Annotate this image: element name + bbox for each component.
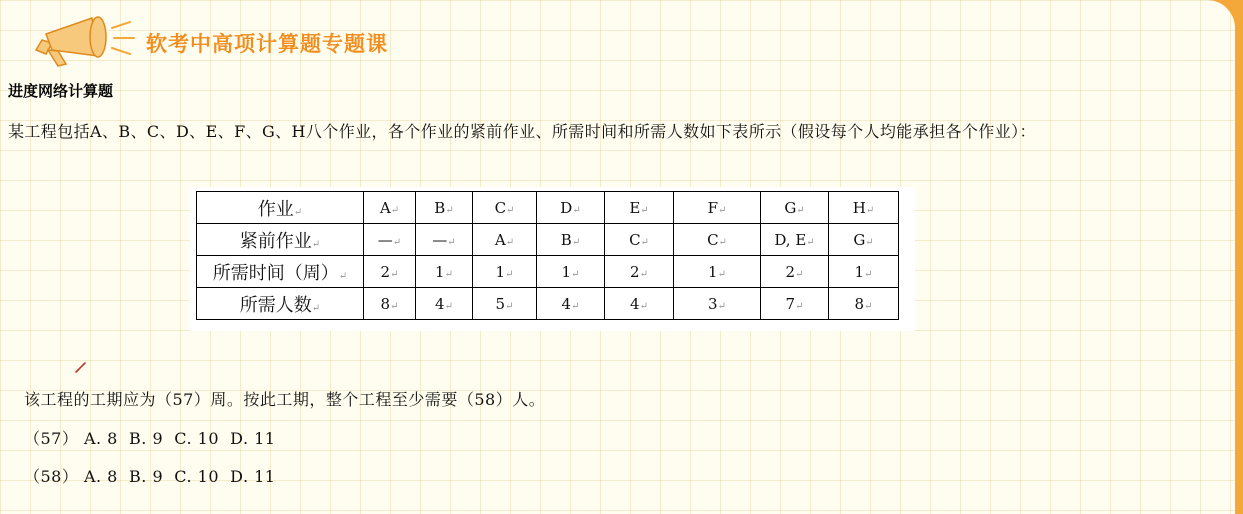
table-cell: 1↵ — [416, 256, 473, 288]
table-row — [197, 288, 899, 320]
table-cell: 1↵ — [537, 256, 605, 288]
row-header: 作业↵ — [197, 192, 364, 224]
table-cell: 4↵ — [605, 288, 674, 320]
table-cell: F↵ — [674, 192, 761, 224]
table-cell: —↵ — [364, 224, 416, 256]
table-cell: 8↵ — [829, 288, 899, 320]
table-row — [197, 256, 899, 288]
table-cell: A↵ — [364, 192, 416, 224]
table-cell: 2↵ — [761, 256, 829, 288]
work-table — [196, 191, 899, 320]
table-cell: 4↵ — [416, 288, 473, 320]
question-58-options: （58） A. 8 B. 9 C. 10 D. 11 — [24, 467, 276, 486]
course-header — [22, 10, 542, 70]
row-header: 紧前作业↵ — [197, 224, 364, 256]
table-cell: B↵ — [537, 224, 605, 256]
table-cell: 5↵ — [473, 288, 537, 320]
work-table-image — [190, 187, 915, 331]
question-57-options: （57） A. 8 B. 9 C. 10 D. 11 — [24, 429, 276, 448]
table-cell: 4↵ — [537, 288, 605, 320]
table-cell: 7↵ — [761, 288, 829, 320]
row-header: 所需人数↵ — [197, 288, 364, 320]
course-title: 软考中高项计算题专题课 — [146, 32, 388, 56]
table-cell: 8↵ — [364, 288, 416, 320]
question-stem: 该工程的工期应为（57）周。按此工期，整个工程至少需要（58）人。 — [24, 390, 546, 409]
table-cell: 2↵ — [605, 256, 674, 288]
table-cell: C↵ — [674, 224, 761, 256]
table-cell: G↵ — [761, 192, 829, 224]
pen-cursor-icon — [74, 360, 88, 374]
table-cell: 3↵ — [674, 288, 761, 320]
table-row — [197, 192, 899, 224]
table-cell: C↵ — [605, 224, 674, 256]
table-cell: B↵ — [416, 192, 473, 224]
section-title: 进度网络计算题 — [8, 82, 114, 100]
table-cell: 1↵ — [674, 256, 761, 288]
table-cell: 1↵ — [473, 256, 537, 288]
table-cell: 1↵ — [829, 256, 899, 288]
table-cell: —↵ — [416, 224, 473, 256]
table-cell: D↵ — [537, 192, 605, 224]
megaphone-icon — [22, 10, 152, 70]
table-cell: E↵ — [605, 192, 674, 224]
row-header: 所需时间（周）↵ — [197, 256, 364, 288]
table-cell: A↵ — [473, 224, 537, 256]
table-cell: G↵ — [829, 224, 899, 256]
table-cell: 2↵ — [364, 256, 416, 288]
table-cell: D, E↵ — [761, 224, 829, 256]
table-cell: C↵ — [473, 192, 537, 224]
table-row — [197, 224, 899, 256]
problem-statement: 某工程包括A、B、C、D、E、F、G、H八个作业，各个作业的紧前作业、所需时间和所需人数如下表所示（假设每个人均能承担各个作业）： — [8, 122, 1036, 141]
table-cell: H↵ — [829, 192, 899, 224]
